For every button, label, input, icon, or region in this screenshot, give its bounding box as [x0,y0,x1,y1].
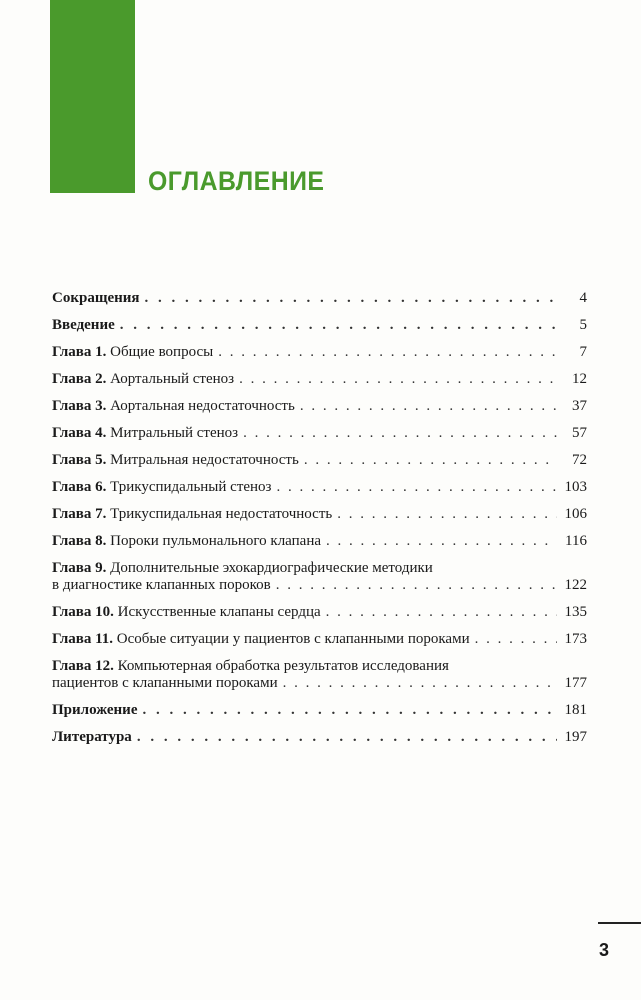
chapter-number: Глава 12. [52,658,114,674]
toc-entry-chapter-3[interactable] [52,398,587,415]
chapter-number: Глава 9. [52,560,107,576]
dot-leader [283,675,557,692]
dot-leader [137,729,557,746]
chapter-number: Глава 4. [52,425,107,441]
toc-page: 37 [572,398,587,414]
chapter-title-continued: пациентов с клапанными пороками [52,675,278,691]
chapter-title: Особые ситуации у пациентов с клапанными пороками [116,631,470,647]
chapter-title: Общие вопросы [110,344,214,360]
toc-page: 103 [564,479,587,495]
toc-page: 7 [579,344,587,360]
footer-rule [598,922,641,924]
chapter-title: Искусственные клапаны сердца [117,604,321,620]
toc-page: 177 [564,675,587,691]
toc-entry-chapter-6[interactable] [52,479,587,496]
chapter-number: Глава 10. [52,604,114,620]
chapter-number: Глава 7. [52,506,107,522]
toc-page: 57 [572,425,587,441]
toc-page: 181 [564,702,587,718]
dot-leader [218,344,557,361]
dot-leader [277,479,558,496]
toc-page: 116 [565,533,587,549]
dot-leader [142,702,557,719]
toc-label: Литература [52,729,132,745]
dot-leader [337,506,557,523]
chapter-number: Глава 2. [52,371,107,387]
toc-entry-chapter-9[interactable] [52,560,587,594]
toc-entry-introduction[interactable] [52,317,587,334]
dot-leader [276,577,557,594]
dot-leader [145,290,557,307]
toc-page: 197 [564,729,587,745]
chapter-title: Трикуспидальный стеноз [110,479,272,495]
toc-entry-chapter-11[interactable] [52,631,587,648]
page-number: 3 [599,940,610,960]
chapter-title: Митральная недостаточность [110,452,299,468]
chapter-title: Митральный стеноз [110,425,239,441]
toc-page: 173 [564,631,587,647]
chapter-title-continued: в диагностике клапанных пороков [52,577,271,593]
chapter-title: Аортальный стеноз [110,371,235,387]
chapter-number: Глава 8. [52,533,107,549]
toc-entry-chapter-8[interactable] [52,533,587,550]
toc-label: Приложение [52,702,138,718]
toc-page: 5 [579,317,587,333]
toc-entry-chapter-12[interactable] [52,658,587,692]
toc-page: 72 [572,452,587,468]
chapter-number: Глава 5. [52,452,107,468]
toc-entry-chapter-7[interactable] [52,506,587,523]
toc-label: Введение [52,317,115,333]
toc-page: 12 [572,371,587,387]
dot-leader [120,317,557,334]
green-header-bar [50,0,135,193]
toc-entry-chapter-10[interactable] [52,604,587,621]
toc-entry-chapter-2[interactable] [52,371,587,388]
toc-page: 135 [564,604,587,620]
chapter-title: Трикуспидальная недостаточность [110,506,333,522]
chapter-title: Компьютерная обработка результатов исследования [117,658,449,674]
dot-leader [304,452,557,469]
table-of-contents [52,290,587,746]
chapter-title: Пороки пульмонального клапана [110,533,322,549]
page-title: ОГЛАВЛЕНИЕ [148,166,325,196]
toc-label: Сокращения [52,290,140,306]
toc-entry-chapter-4[interactable] [52,425,587,442]
dot-leader [243,425,557,442]
chapter-number: Глава 3. [52,398,107,414]
dot-leader [326,533,557,550]
toc-page: 106 [564,506,587,522]
toc-page: 122 [564,577,587,593]
toc-entry-chapter-1[interactable] [52,344,587,361]
toc-entry-abbreviations[interactable] [52,290,587,307]
dot-leader [475,631,557,648]
dot-leader [326,604,557,621]
toc-entry-chapter-5[interactable] [52,452,587,469]
dot-leader [300,398,557,415]
chapter-title: Аортальная недостаточность [110,398,295,414]
toc-page: 4 [579,290,587,306]
toc-entry-literature[interactable] [52,729,587,746]
toc-entry-appendix[interactable] [52,702,587,719]
chapter-number: Глава 1. [52,344,107,360]
chapter-number: Глава 11. [52,631,114,647]
chapter-title: Дополнительные эхокардиографические методики [110,560,433,576]
dot-leader [239,371,557,388]
chapter-number: Глава 6. [52,479,107,495]
